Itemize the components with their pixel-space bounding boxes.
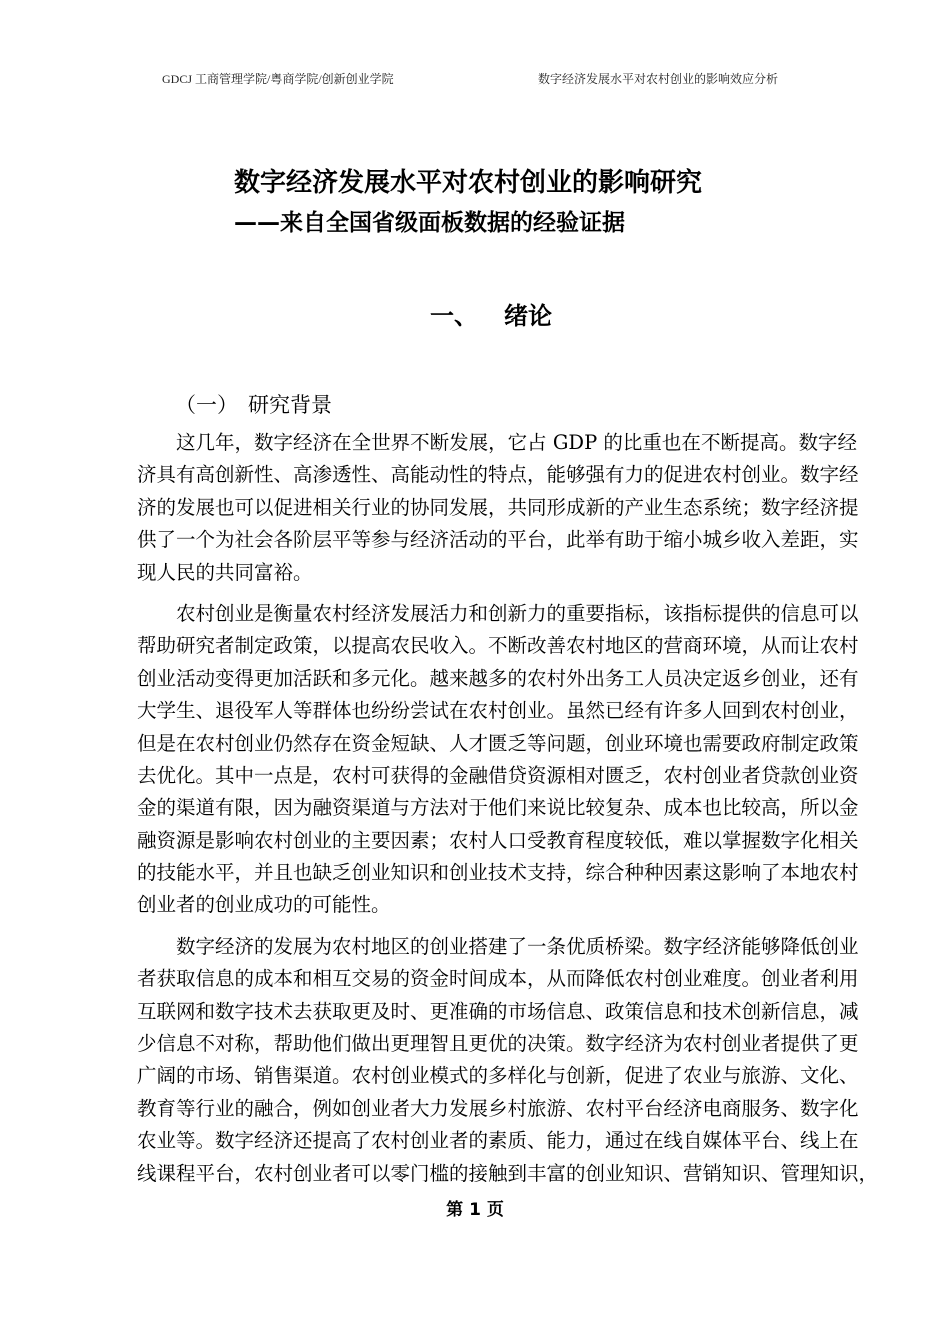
page-number: 第 1 页: [446, 1200, 504, 1220]
section-label: 绪论: [504, 302, 552, 330]
title-main: 数字经济发展水平对农村创业的影响研究: [234, 168, 703, 198]
text-line: 现人民的共同富裕。: [137, 560, 313, 584]
text-line: 大学生、退役军人等群体也纷纷尝试在农村创业。虽然已经有许多人回到农村创业，: [137, 699, 859, 723]
text-line: 数字经济的发展为农村地区的创业搭建了一条优质桥梁。数字经济能够降低创业: [176, 934, 859, 958]
running-header-right: 数字经济发展水平对农村创业的影响效应分析: [538, 72, 779, 86]
text-line: 农村创业是衡量农村经济发展活力和创新力的重要指标，该指标提供的信息可以: [176, 601, 859, 625]
text-line: 广阔的市场、销售渠道。农村创业模式的多样化与创新，促进了农业与旅游、文化、: [137, 1064, 859, 1088]
subsection-number: （一）: [175, 393, 238, 417]
paragraph: [137, 931, 879, 1190]
title-subtitle: ——来自全国省级面板数据的经验证据: [234, 210, 625, 236]
paragraph: [137, 427, 857, 589]
text-line: 的技能水平，并且也缺乏创业知识和创业技术支持，综合种种因素这影响了本地农村: [137, 861, 859, 885]
text-line: 创业活动变得更加活跃和多元化。越来越多的农村外出务工人员决定返乡创业，还有: [137, 666, 859, 690]
text-line: 济的发展也可以促进相关行业的协同发展，共同形成新的产业生态系统；数字经济提: [137, 495, 859, 519]
text-line: 金的渠道有限，因为融资渠道与方法对于他们来说比较复杂、成本也比较高，所以金: [137, 796, 859, 820]
running-header-left: GDCJ 工商管理学院/粤商学院/创新创业学院: [162, 72, 394, 86]
text-line: 互联网和数字技术去获取更及时、更准确的市场信息、政策信息和技术创新信息，减: [137, 999, 859, 1023]
text-line: 农业等。数字经济还提高了农村创业者的素质、能力，通过在线自媒体平台、线上在: [137, 1129, 859, 1153]
body-text: [137, 427, 879, 1199]
subsection-heading: [175, 389, 332, 419]
text-line: 教育等行业的融合，例如创业者大力发展乡村旅游、农村平台经济电商服务、数字化: [137, 1096, 859, 1120]
subsection-label: 研究背景: [248, 393, 332, 417]
section-heading: [430, 296, 552, 331]
text-line: 者获取信息的成本和相互交易的资金时间成本，从而降低农村创业难度。创业者利用: [137, 967, 859, 991]
text-line: 这几年，数字经济在全世界不断发展，它占 GDP 的比重也在不断提高。数字经: [176, 431, 857, 454]
text-line: 线课程平台，农村创业者可以零门槛的接触到丰富的创业知识、营销知识、管理知识，: [137, 1161, 879, 1185]
paragraph: [137, 598, 857, 922]
text-line: 但是在农村创业仍然存在资金短缺、人才匮乏等问题，创业环境也需要政府制定政策: [137, 731, 859, 755]
text-line: 少信息不对称，帮助他们做出更理智且更优的决策。数字经济为农村创业者提供了更: [137, 1032, 859, 1056]
text-line: 济具有高创新性、高渗透性、高能动性的特点，能够强有力的促进农村创业。数字经: [137, 463, 859, 487]
section-number: 一、: [430, 302, 478, 330]
text-line: 去优化。其中一点是，农村可获得的金融借贷资源相对匮乏，农村创业者贷款创业资: [137, 763, 859, 787]
text-line: 融资源是影响农村创业的主要因素；农村人口受教育程度较低，难以掌握数字化相关: [137, 828, 859, 852]
text-line: 创业者的创业成功的可能性。: [137, 893, 391, 917]
text-line: 供了一个为社会各阶层平等参与经济活动的平台，此举有助于缩小城乡收入差距，实: [137, 528, 859, 552]
text-line: 帮助研究者制定政策，以提高农民收入。不断改善农村地区的营商环境，从而让农村: [137, 634, 859, 658]
